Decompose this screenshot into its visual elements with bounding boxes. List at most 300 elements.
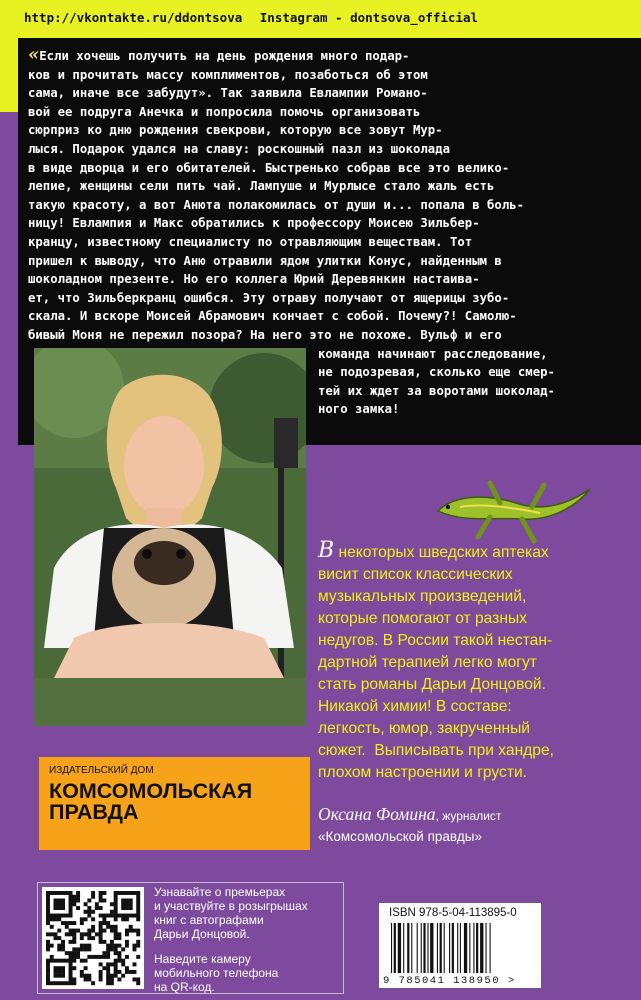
qr-module [136,977,140,981]
qr-module [72,899,76,903]
qr-module [65,951,69,955]
qr-module [46,910,50,914]
qr-module [91,925,95,929]
qr-module [91,910,95,914]
qr-module [99,921,103,925]
qr-module [46,891,50,895]
qr-module [136,955,140,959]
qr-module [99,936,103,940]
qr-module [136,932,140,936]
qr-module [99,925,103,929]
qr-module [99,899,103,903]
qr-module [50,914,54,918]
qr-module [125,966,129,970]
qr-module [76,899,80,903]
qr-module [61,947,65,951]
qr-module [106,977,110,981]
qr-module [69,970,73,974]
qr-module [110,947,114,951]
qr-module [114,962,118,966]
barcode-bar [444,923,445,973]
qr-module [57,974,61,978]
qr-module [54,959,58,963]
qr-module [57,929,61,933]
info-line: Узнавайте о премьерах [154,885,286,899]
qr-module [129,925,133,929]
blurb-line: не подозревая, сколько еще смер- [318,365,555,380]
qr-module [125,917,129,921]
qr-module [84,910,88,914]
qr-module [69,932,73,936]
qr-module [99,955,103,959]
qr-module [46,974,50,978]
qr-module [87,929,91,933]
qr-module [129,906,133,910]
qr-module [114,891,118,895]
blurb-line: шоколадном презенте. Но его коллега Юрий Деревянкин настаива- [28,272,480,287]
barcode-bar [464,923,467,973]
barcode-bar [427,923,428,973]
qr-module [87,932,91,936]
qr-module [69,940,73,944]
qr-module [102,951,106,955]
qr-module [54,970,58,974]
qr-module [121,947,125,951]
qr-module [84,959,88,963]
barcode-bar [423,923,425,973]
qr-module [102,917,106,921]
blurb-line: сама, иначе все забудут». Так заявила Евлампии Романо- [28,86,428,101]
quote-author [318,804,638,844]
qr-module [80,959,84,963]
qr-module [99,962,103,966]
isbn-barcode [379,903,541,988]
qr-module [114,944,118,948]
qr-module [72,921,76,925]
quote-initial: В [318,538,335,563]
blurb-line: в виде дворца и его обитателей. Быстренько собрав все это велико- [28,160,510,175]
qr-module [102,899,106,903]
info-spacer [154,941,340,952]
qr-module [110,962,114,966]
qr-module [76,895,80,899]
qr-module [121,906,125,910]
qr-module [46,899,50,903]
barcode-bar [421,923,422,973]
qr-module [102,929,106,933]
instagram-link[interactable]: Instagram - dontsova_official [259,10,479,25]
qr-module [61,891,65,895]
quote-line: которые помогают от разных [318,610,527,627]
qr-module [80,970,84,974]
qr-module [46,981,50,985]
qr-module [54,966,58,970]
blurb-line: ет, что Зильберкранц ошибся. Эту отраву получают от ящерицы зубо- [28,290,510,305]
qr-module [69,966,73,970]
qr-module [46,947,50,951]
qr-module [129,970,133,974]
publisher-logo [39,757,310,850]
publisher-name-line1: КОМСОМОЛЬСКАЯ [49,779,253,803]
quote-line: плохом настроении и грусти. [318,764,528,781]
qr-module [110,981,114,985]
qr-module [102,914,106,918]
qr-module [110,925,114,929]
qr-module [84,917,88,921]
qr-module [80,936,84,940]
quote-line: музыкальных произведений, [318,588,527,605]
qr-module [46,966,50,970]
qr-module [57,936,61,940]
qr-module [110,902,114,906]
qr-module [69,902,73,906]
qr-module [117,955,121,959]
barcode-bar [469,923,470,973]
qr-module [114,914,118,918]
qr-module [87,906,91,910]
qr-module [80,974,84,978]
blurb-line: вой ее подруга Анечка и попросила помочь организовать [28,104,421,119]
author-name: Оксана Фомина [318,804,436,824]
qr-module [57,966,61,970]
qr-module [80,932,84,936]
qr-module [91,929,95,933]
qr-module [136,914,140,918]
qr-module [114,902,118,906]
qr-module [50,917,54,921]
blurb-line: скала. И вскоре Моисей Абрамович кончает с собой. Почему?! Самолю- [28,309,517,324]
qr-module [69,929,73,933]
qr-module [65,959,69,963]
qr-module [69,899,73,903]
qr-info-text [154,885,340,994]
blurb-line: тей их ждет за воротами шоколад- [318,383,555,398]
qr-module [106,944,110,948]
qr-module [125,902,129,906]
qr-module [57,944,61,948]
qr-module [65,914,69,918]
qr-module [72,955,76,959]
qr-module [121,891,125,895]
qr-module [132,962,136,966]
qr-module [125,955,129,959]
qr-module [125,891,129,895]
qr-module [102,955,106,959]
qr-code[interactable] [42,887,144,989]
info-line: Дарьи Донцовой. [154,927,250,941]
qr-module [87,947,91,951]
quote-line: легкость, юмор, закрученный [318,720,530,737]
qr-module [57,914,61,918]
qr-module [136,891,140,895]
qr-module [57,959,61,963]
qr-module [106,970,110,974]
qr-module [114,929,118,933]
blurb-line: кранцу, известному специалисту по отравляющим веществам. Тот [28,234,473,249]
qr-module [50,891,54,895]
qr-module [99,906,103,910]
qr-module [110,944,114,948]
qr-module [121,974,125,978]
qr-module [50,981,54,985]
barcode-digits: 9 785041 138950 > [383,975,516,987]
blurb-line: сюрприз ко дню рождения свекрови, которую все зовут Мур- [28,123,443,138]
qr-module [132,944,136,948]
blurb-line: лепие, женщины сели пить чай. Лампуше и Мурлысе стало жаль есть [28,179,495,194]
qr-module [65,925,69,929]
qr-module [65,932,69,936]
barcode-bar [411,923,412,973]
qr-module [125,940,129,944]
qr-module [72,981,76,985]
qr-module [61,902,65,906]
qr-module [46,917,50,921]
qr-module [50,959,54,963]
qr-module [46,906,50,910]
qr-module [57,902,61,906]
barcode-bar [417,923,418,973]
info-line: на QR-код. [154,980,215,994]
qr-module [50,944,54,948]
qr-module [76,906,80,910]
qr-module [61,906,65,910]
qr-module [129,902,133,906]
qr-module [69,891,73,895]
qr-module [129,929,133,933]
qr-module [87,910,91,914]
barcode-bar [398,923,401,973]
qr-module [121,899,125,903]
qr-module [110,929,114,933]
qr-module [114,910,118,914]
qr-module [102,891,106,895]
qr-module [114,966,118,970]
barcode-bar [452,923,454,973]
qr-module [136,929,140,933]
qr-module [72,977,76,981]
qr-module [121,902,125,906]
qr-module [72,932,76,936]
quote-line: дартной терапией легко могут [318,654,537,671]
qr-module [80,917,84,921]
qr-module [69,906,73,910]
qr-module [69,974,73,978]
qr-module [136,940,140,944]
qr-module [129,891,133,895]
isbn-number: ISBN 978-5-04-113895-0 [389,907,517,919]
qr-module [106,925,110,929]
qr-module [69,955,73,959]
qr-module [69,959,73,963]
qr-module [102,921,106,925]
qr-module [117,914,121,918]
qr-module [95,902,99,906]
qr-module [110,940,114,944]
qr-module [61,921,65,925]
social-links [24,10,634,25]
qr-module [121,962,125,966]
qr-module [125,899,129,903]
qr-module [99,977,103,981]
blurb-line: бивый Моня не пережил позора? На него это не похоже. Вульф и его [28,327,502,342]
qr-module [54,891,58,895]
quote-line: Никакой химии! В составе: [318,698,512,715]
quote-line: висит список классических [318,566,513,583]
qr-module [99,932,103,936]
qr-module [46,895,50,899]
qr-module [114,951,118,955]
qr-module [54,981,58,985]
qr-module [95,906,99,910]
qr-module [114,906,118,910]
qr-module [99,970,103,974]
qr-module [61,981,65,985]
qr-module [117,977,121,981]
barcode-bar [460,923,461,973]
qr-module [106,974,110,978]
qr-module [54,932,58,936]
barcode-bar [490,923,491,973]
qr-module [117,932,121,936]
blurb-line: команда начинают расследование, [318,346,548,361]
qr-module [136,910,140,914]
qr-module [106,951,110,955]
qr-module [61,959,65,963]
blurb-line: такую красоту, а вот Анюта полакомилась от души и... попала в боль- [28,197,525,212]
qr-module [72,940,76,944]
qr-module [87,955,91,959]
qr-module [46,932,50,936]
publisher-name-line2: ПРАВДА [49,800,139,824]
qr-module [72,959,76,963]
quote-line: недугов. В России такой нестан- [318,632,553,649]
barcode-bar [486,923,487,973]
qr-module [125,944,129,948]
qr-module [132,914,136,918]
qr-module [84,966,88,970]
qr-module [80,947,84,951]
qr-module [99,974,103,978]
qr-module [72,895,76,899]
qr-module [72,951,76,955]
quote-line: сюжет. Выписывать при хандре, [318,742,554,759]
qr-module [114,959,118,963]
vk-link[interactable]: http://vkontakte.ru/ddontsova [24,10,243,25]
qr-module [132,929,136,933]
qr-module [114,917,118,921]
qr-module [61,944,65,948]
qr-module [84,977,88,981]
qr-module [61,966,65,970]
qr-module [61,970,65,974]
qr-module [125,929,129,933]
qr-module [57,899,61,903]
quote-line-0-text: некоторых шведских аптеках [334,544,549,561]
qr-module [106,947,110,951]
qr-module [132,947,136,951]
qr-module [69,921,73,925]
qr-module [57,891,61,895]
qr-module [91,981,95,985]
blurb-line: пришел к выводу, что Аню отравили ядом улитки Конус, найденным в [28,253,502,268]
qr-module [69,895,73,899]
qr-module [46,914,50,918]
qr-module [136,902,140,906]
qr-module [57,947,61,951]
qr-module [102,940,106,944]
qr-module [114,899,118,903]
qr-module [117,951,121,955]
qr-module [136,944,140,948]
quote-line: стать романы Дарьи Донцовой. [318,676,546,693]
qr-module [121,914,125,918]
barcode-bar [480,923,483,973]
qr-module [84,932,88,936]
qr-module [132,970,136,974]
qr-module [87,899,91,903]
blurb-line: ного замка! [318,402,400,417]
qr-module [65,921,69,925]
barcode-bar [476,923,478,973]
qr-module [57,981,61,985]
qr-module [54,917,58,921]
publisher-name [49,781,304,823]
review-quote [318,540,638,784]
qr-module [106,966,110,970]
qr-module [46,944,50,948]
qr-module [84,974,88,978]
qr-module [132,891,136,895]
qr-module [136,981,140,985]
qr-module [87,977,91,981]
qr-module [132,977,136,981]
blurb-line: ков и прочитать массу комплиментов, позаботься об этом [28,67,428,82]
qr-module [117,936,121,940]
qr-module [129,914,133,918]
opening-quote-mark: « [28,44,40,65]
qr-module [114,947,118,951]
qr-module [46,962,50,966]
qr-module [69,962,73,966]
barcode-bar [437,923,438,973]
qr-module [125,932,129,936]
qr-module [110,914,114,918]
qr-module [50,932,54,936]
qr-module [129,899,133,903]
qr-module [117,959,121,963]
qr-module [61,899,65,903]
qr-module [125,970,129,974]
qr-module [87,974,91,978]
qr-module [114,970,118,974]
lizard-illustration [430,463,598,545]
qr-module [57,917,61,921]
qr-module [65,891,69,895]
qr-module [61,974,65,978]
qr-module [80,921,84,925]
qr-module [50,925,54,929]
quote-line-0 [318,540,638,564]
qr-module [110,977,114,981]
qr-module [46,940,50,944]
qr-module [57,906,61,910]
blurb-line-0: «Если хочешь получить на день рождения много подар- [28,44,410,65]
qr-module [91,891,95,895]
qr-module [72,936,76,940]
barcode-bar [391,923,392,973]
qr-module [106,914,110,918]
qr-module [84,947,88,951]
